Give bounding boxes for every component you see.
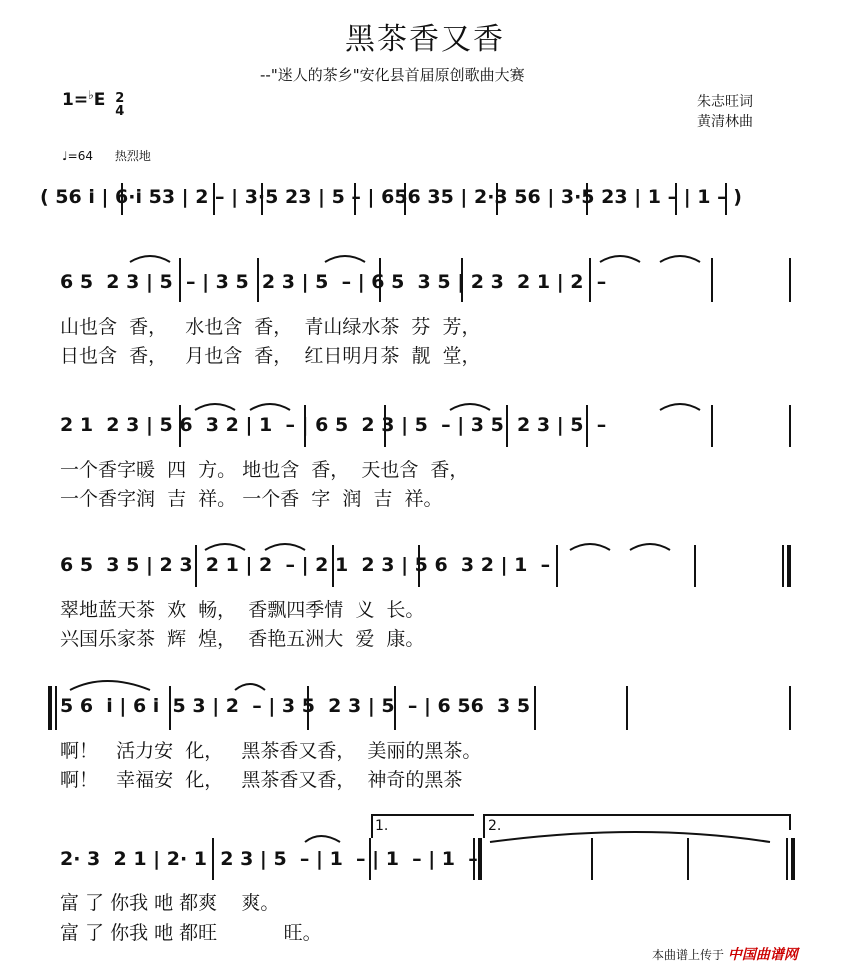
row-6-lyrics-1: 富 了 你我 吔 都爽 爽。 — [60, 892, 280, 914]
row-2-notes: 6 5 2 3 | 5 – | 3 5 2 3 | 5 – | 6 5 3 5 | 2 3 2 1 | 2 – — [60, 271, 607, 293]
volta-1-label: 1. — [375, 818, 389, 834]
row-4-lyrics-2: 兴国乐家茶 辉 煌， 香艳五洲大 爱 康。 — [60, 628, 425, 650]
subtitle: --"迷人的茶乡"安化县首届原创歌曲大赛 — [260, 66, 525, 84]
row-2-lyrics-2: 日也含 香， 月也含 香， 红日明月茶 靓 堂， — [60, 345, 481, 367]
site-logo[interactable]: 中国曲谱网 — [727, 947, 798, 963]
row-4-lyrics-1: 翠地蓝天茶 欢 畅， 香飘四季情 义 长。 — [60, 599, 425, 621]
key-label: 1= — [62, 90, 89, 110]
row-3-notes: 2 1 2 3 | 5 6 3 2 | 1 – | 6 5 2 3 | 5 – | 3 5 2 3 | 5 – — [60, 414, 607, 436]
composer: 黄清林曲 — [697, 114, 753, 130]
volta-2-label: 2. — [488, 818, 502, 834]
row-5-lyrics-1: 啊！ 活力安 化， 黑茶香又香， 美丽的黑茶。 — [60, 740, 482, 762]
row-5-notes: 5 6 i | 6 i 5 3 | 2 – | 3 5 2 3 | 5 – | 6 56 3 5 — [60, 695, 531, 717]
page-title: 黑茶香又香 — [345, 22, 505, 57]
flat-symbol: ♭ — [88, 88, 94, 102]
expression: 热烈地 — [114, 149, 151, 163]
time-bottom: 4 — [115, 104, 125, 119]
row-6-lyrics-2: 富 了 你我 吔 都旺 旺。 — [60, 922, 322, 944]
row-3-lyrics-2: 一个香字润 吉 祥。 一个香 字 润 吉 祥。 — [60, 488, 443, 510]
lyricist: 朱志旺词 — [697, 94, 753, 110]
row-4-notes: 6 5 3 5 | 2 3 2 1 | 2 – | 2 1 2 3 | 5 6 3 2 | 1 – — [60, 554, 551, 576]
footer-text: 本曲谱上传于 — [652, 948, 725, 962]
footer — [652, 944, 798, 964]
row-1-notes: ( 56 i | 6·i 53 | 2 – | 3·5 23 | 5 – | 656 35 | 2·3 56 | 3·5 23 | 1 – | 1 – ) — [40, 186, 742, 208]
row-3-lyrics-1: 一个香字暖 四 方。 地也含 香， 天也含 香， — [60, 459, 469, 481]
time-top: 2 — [115, 91, 125, 106]
row-5-lyrics-2: 啊！ 幸福安 化， 黑茶香又香， 神奇的黑茶 — [60, 769, 463, 791]
tempo-mark: ♩=64 — [62, 149, 93, 163]
row-2-lyrics-1: 山也含 香， 水也含 香， 青山绿水茶 芬 芳， — [60, 316, 481, 338]
key-note: E — [93, 90, 106, 110]
row-6-notes: 2· 3 2 1 | 2· 1 2 3 | 5 – | 1 – | 1 – | 1 – — [60, 848, 478, 870]
